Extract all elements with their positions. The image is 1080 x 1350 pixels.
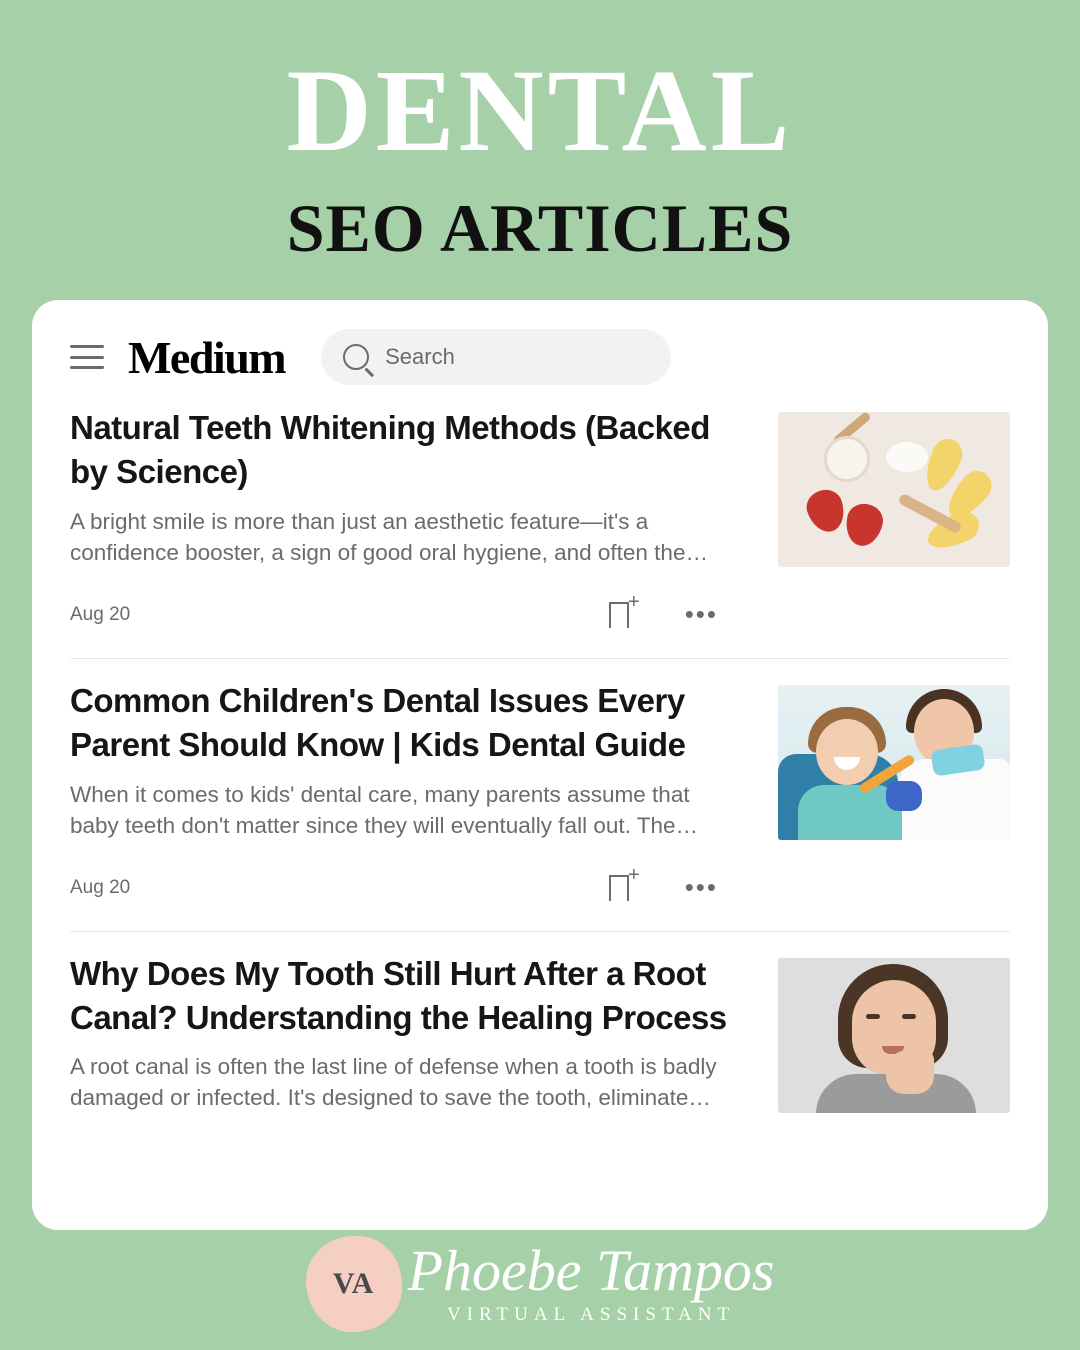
signature-block xyxy=(407,1238,775,1326)
article-thumbnail[interactable] xyxy=(778,685,1010,840)
search-input[interactable] xyxy=(321,329,671,385)
list-item[interactable] xyxy=(70,931,1010,1114)
medium-screenshot-card xyxy=(32,300,1048,1230)
article-feed xyxy=(52,398,1028,1114)
strawberry-shape xyxy=(842,501,886,550)
medium-top-bar xyxy=(52,316,1028,398)
article-snippet: A root canal is often the last line of defense when a tooth is badly damaged or infected. It's designed to save the tooth, eliminate… xyxy=(70,1054,717,1111)
glove-shape xyxy=(886,781,922,811)
page-subtitle: SEO ARTICLES xyxy=(286,190,794,266)
hand-on-cheek-shape xyxy=(886,1050,934,1094)
monogram-label: VA xyxy=(332,1267,375,1300)
article-date: Aug 20 xyxy=(70,876,131,898)
eye-shape xyxy=(902,1014,916,1019)
search-placeholder: Search xyxy=(385,344,455,369)
powder-shape xyxy=(886,442,928,472)
ellipsis-icon[interactable]: ••• xyxy=(684,599,718,630)
bookmark-add-icon[interactable] xyxy=(609,875,629,901)
bookmark-add-icon[interactable] xyxy=(609,602,629,628)
child-head-shape xyxy=(816,719,878,785)
list-item[interactable] xyxy=(70,398,1010,658)
list-item[interactable] xyxy=(70,658,1010,931)
poster-header xyxy=(0,0,1080,266)
search-icon xyxy=(343,344,369,370)
article-title[interactable]: Why Does My Tooth Still Hurt After a Root Canal? Understanding the Healing Process xyxy=(70,954,727,1036)
brand-role: VIRTUAL ASSISTANT xyxy=(446,1304,736,1325)
article-thumbnail[interactable] xyxy=(778,958,1010,1113)
article-title[interactable]: Common Children's Dental Issues Every Parent Should Know | Kids Dental Guide xyxy=(70,681,686,763)
article-thumbnail[interactable] xyxy=(778,412,1010,567)
article-meta xyxy=(70,599,740,658)
ellipsis-icon[interactable]: ••• xyxy=(684,871,718,902)
page-title: DENTAL xyxy=(286,45,794,176)
article-meta xyxy=(70,871,740,931)
article-text-block xyxy=(70,952,760,1114)
article-snippet: A bright smile is more than just an aesthetic feature—it's a confidence booster, a sign of good oral hygiene, and often the… xyxy=(70,508,708,565)
hamburger-icon[interactable] xyxy=(70,345,104,369)
va-monogram-badge xyxy=(306,1236,402,1332)
article-date: Aug 20 xyxy=(70,603,131,625)
article-text-block xyxy=(70,406,760,658)
eye-shape xyxy=(866,1014,880,1019)
medium-app-window xyxy=(52,316,1028,1230)
article-title[interactable]: Natural Teeth Whitening Methods (Backed by Science) xyxy=(70,409,710,490)
footer-branding xyxy=(0,1236,1080,1332)
article-text-block xyxy=(70,679,760,931)
medium-logo[interactable]: Medium xyxy=(128,331,286,383)
brand-name: Phoebe Tampos xyxy=(407,1238,775,1303)
strawberry-shape xyxy=(802,485,849,536)
article-snippet: When it comes to kids' dental care, many parents assume that baby teeth don't matter since they will eventually fall out. The… xyxy=(70,781,698,838)
jar-shape xyxy=(824,436,870,482)
